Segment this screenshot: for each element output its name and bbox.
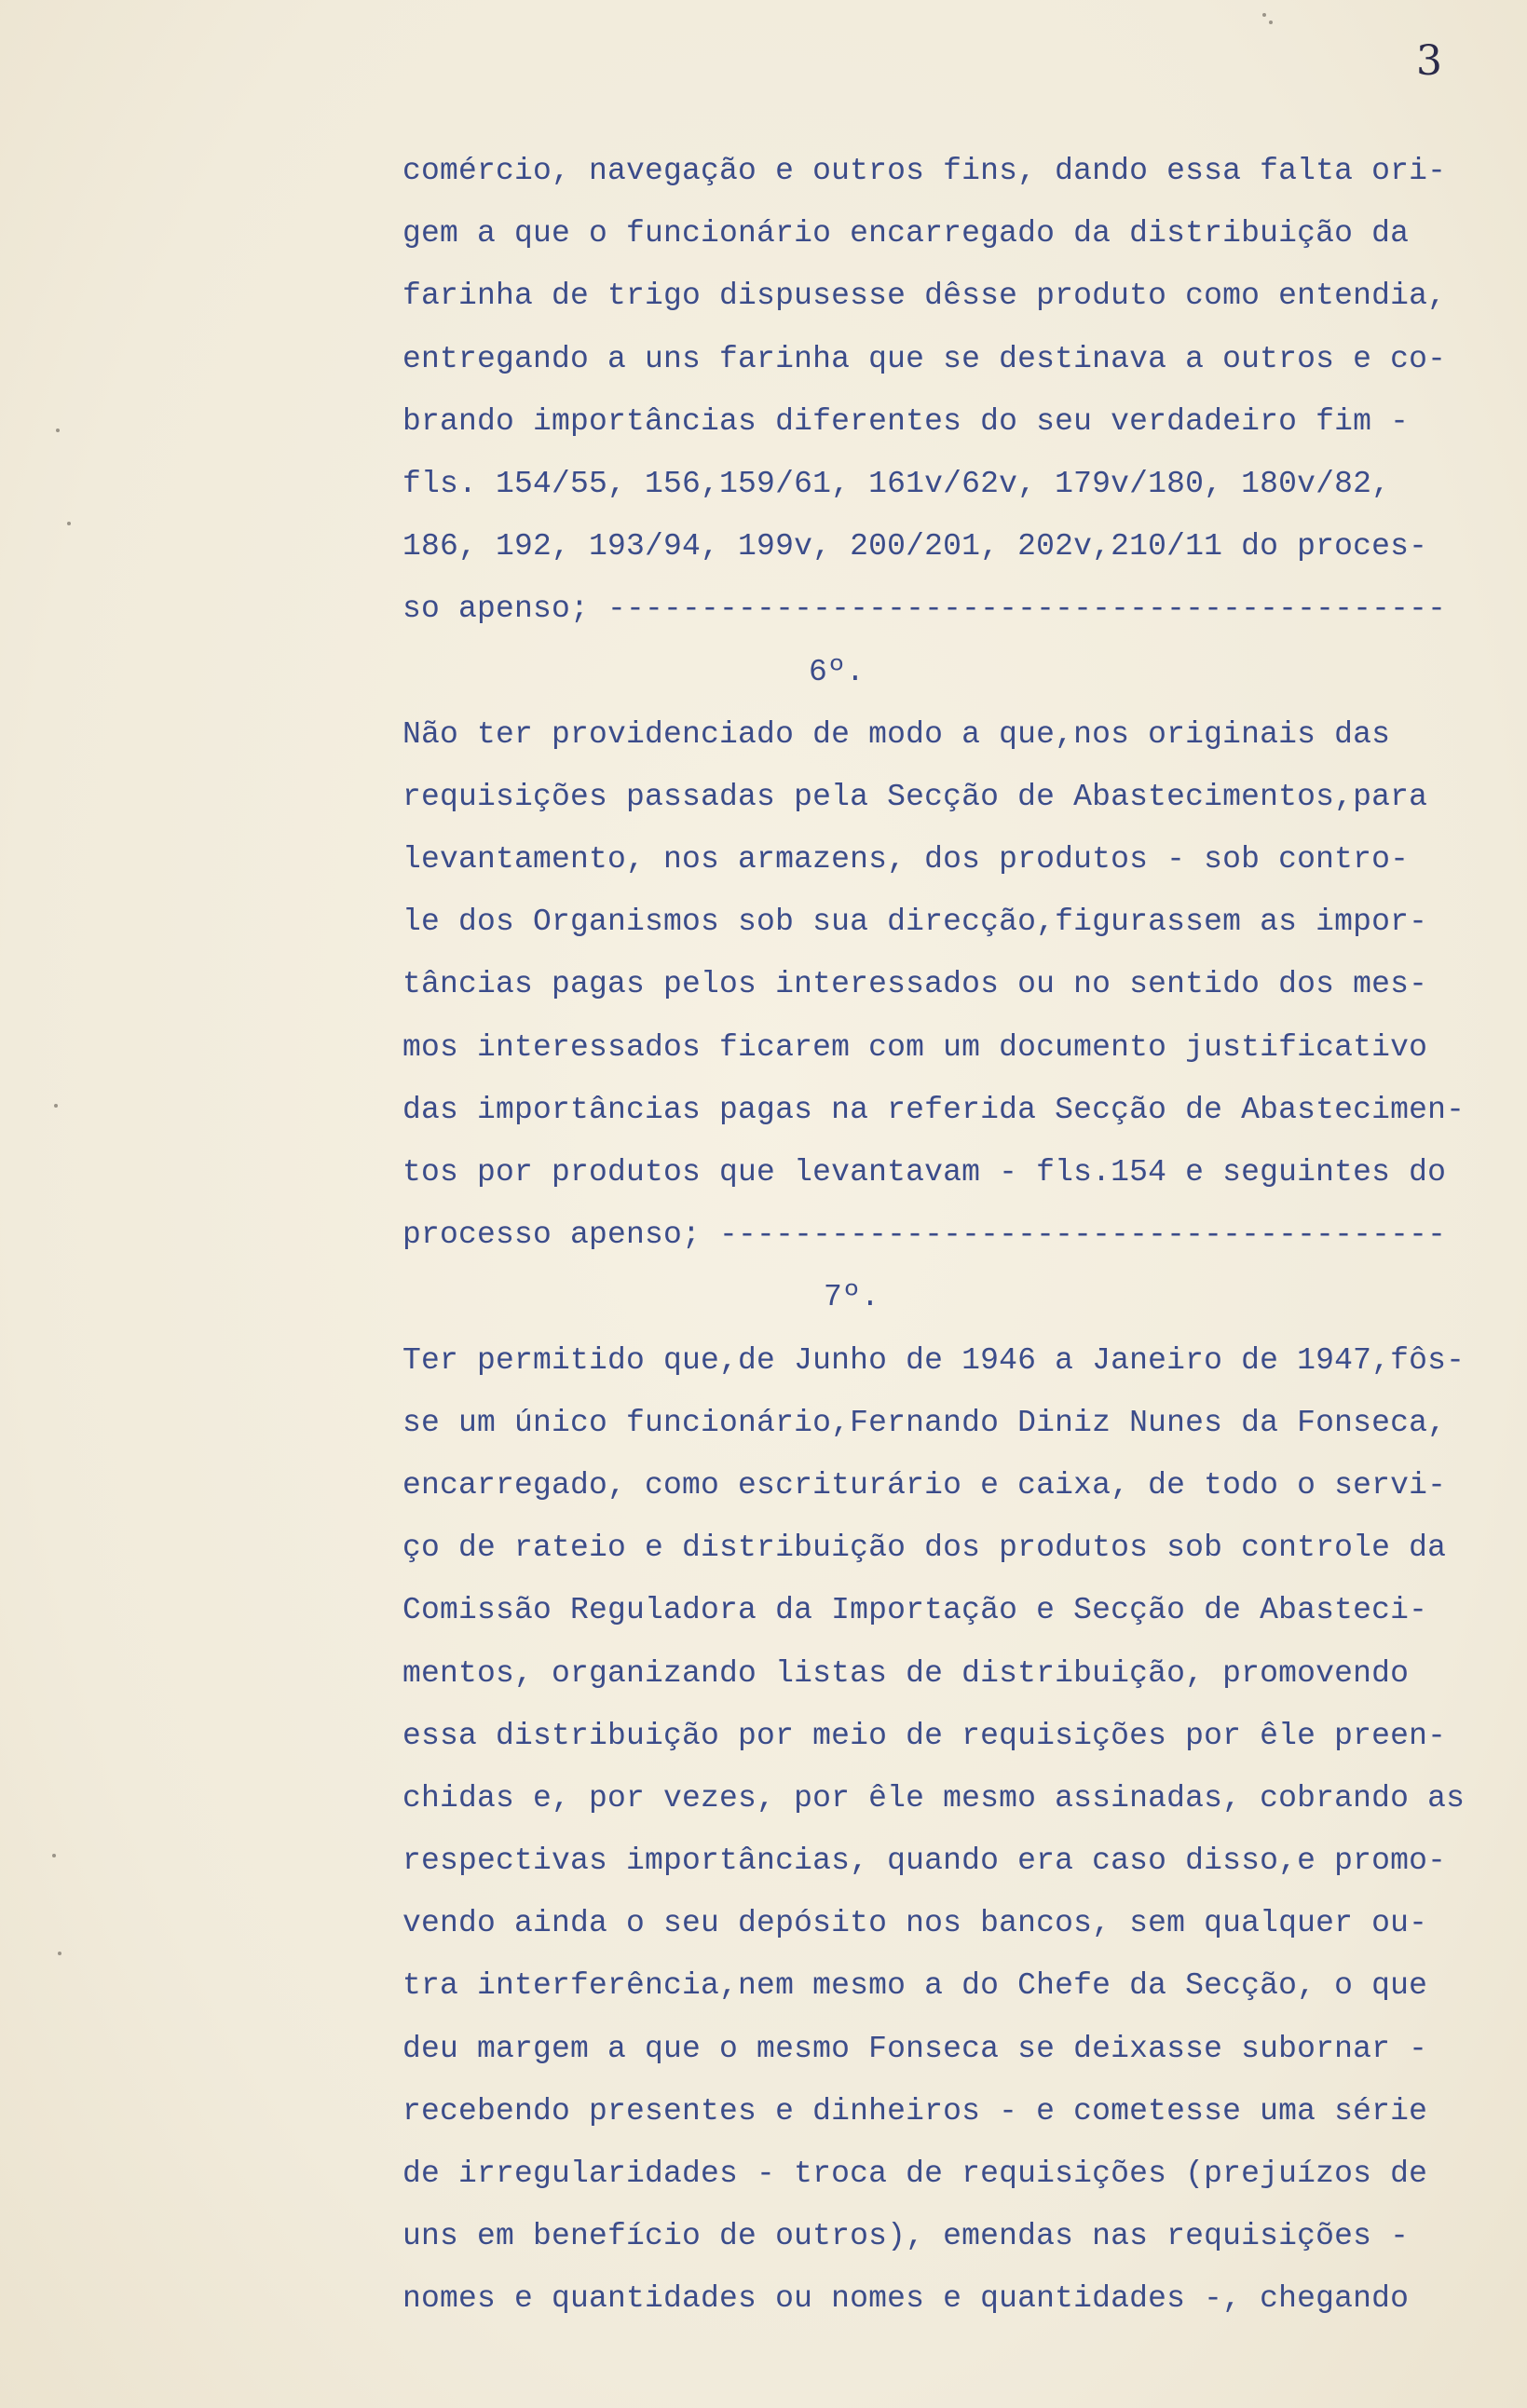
paper-speck: [54, 1104, 58, 1108]
paper-speck: [1269, 20, 1273, 24]
text-line: comércio, navegação e outros fins, dando essa falta ori-: [402, 154, 1447, 188]
section-number: 7º.: [824, 1280, 880, 1315]
text-line: so apenso; ---------------------------------------------: [402, 592, 1447, 627]
text-line: mentos, organizando listas de distribuição, promovendo: [402, 1655, 1410, 1691]
text-line: encarregado, como escriturário e caixa, de todo o servi-: [402, 1467, 1447, 1503]
paper-speck: [52, 1854, 56, 1857]
text-line: requisições passadas pela Secção de Abastecimentos,para: [402, 779, 1428, 814]
text-line: le dos Organismos sob sua direcção,figurassem as impor-: [402, 905, 1428, 940]
text-line: recebendo presentes e dinheiros - e cometesse uma série: [402, 2093, 1428, 2129]
section-6: [402, 641, 1474, 1267]
section-number: 6º.: [809, 654, 866, 689]
paper-speck: [1262, 13, 1266, 17]
section-7: [402, 1266, 1474, 2330]
text-line: mos interessados ficarem com um documento justificativo: [402, 1029, 1428, 1065]
text-line: ço de rateio e distribuição dos produtos sob controle da: [402, 1531, 1447, 1566]
text-line: Ter permitido que,de Junho de 1946 a Janeiro de 1947,fôs-: [402, 1342, 1466, 1378]
text-line: entregando a uns farinha que se destinava a outros e co-: [402, 341, 1447, 376]
text-line: Comissão Reguladora da Importação e Secção de Abasteci-: [402, 1593, 1428, 1628]
text-line: se um único funcionário,Fernando Diniz Nunes da Fonseca,: [402, 1405, 1447, 1440]
paper-speck: [56, 429, 60, 432]
text-line: essa distribuição por meio de requisições por êle preen-: [402, 1718, 1447, 1753]
paper-speck: [58, 1952, 61, 1955]
paper-speck: [67, 522, 71, 525]
text-line: tra interferência,nem mesmo a do Chefe da Secção, o que: [402, 1968, 1428, 2004]
text-line: respectivas importâncias, quando era caso disso,e promo-: [402, 1843, 1447, 1879]
text-line: vendo ainda o seu depósito nos bancos, sem qualquer ou-: [402, 1906, 1428, 1941]
text-line: nomes e quantidades ou nomes e quantidades -, chegando: [402, 2281, 1410, 2317]
text-line: fls. 154/55, 156,159/61, 161v/62v, 179v/180, 180v/82,: [402, 466, 1391, 501]
text-line: 186, 192, 193/94, 199v, 200/201, 202v,210/11 do proces-: [402, 529, 1428, 565]
text-line: tâncias pagas pelos interessados ou no sentido dos mes-: [402, 967, 1428, 1002]
text-line: das importâncias pagas na referida Secção de Abastecimen-: [402, 1092, 1466, 1127]
text-line: brando importâncias diferentes do seu verdadeiro fim -: [402, 403, 1410, 439]
text-line: de irregularidades - troca de requisições (prejuízos de: [402, 2156, 1428, 2191]
text-line: farinha de trigo dispusesse dêsse produto como entendia,: [402, 279, 1447, 314]
text-line: Não ter providenciado de modo a que,nos originais das: [402, 716, 1391, 752]
text-line: chidas e, por vezes, por êle mesmo assinadas, cobrando as: [402, 1780, 1466, 1816]
page-number: 3: [1416, 37, 1442, 85]
text-line: deu margem a que o mesmo Fonseca se deixasse subornar -: [402, 2031, 1428, 2066]
text-line: tos por produtos que levantavam - fls.154 e seguintes do: [402, 1155, 1447, 1190]
document-body: [402, 140, 1474, 2331]
text-line: uns em benefício de outros), emendas nas requisições -: [402, 2219, 1410, 2254]
text-line: levantamento, nos armazens, dos produtos - sob contro-: [402, 842, 1410, 877]
paragraph-continuation: [402, 140, 1474, 641]
text-line: processo apenso; ---------------------------------------: [402, 1218, 1447, 1253]
text-line: gem a que o funcionário encarregado da distribuição da: [402, 216, 1410, 252]
